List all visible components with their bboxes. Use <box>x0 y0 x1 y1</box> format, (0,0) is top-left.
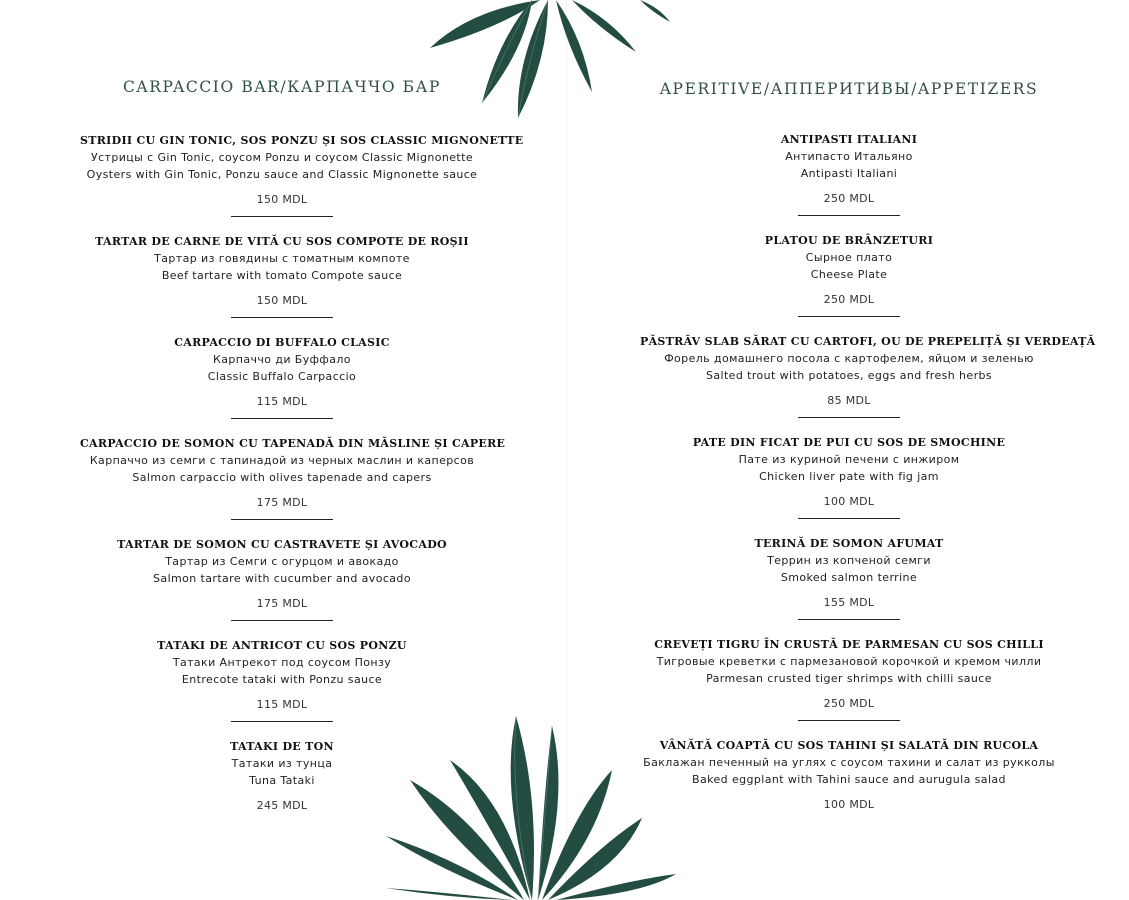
item-description-en: Salted trout with potatoes, eggs and fresh herbs <box>705 369 993 382</box>
item-description-en: Beef tartare with tomato Compote sauce <box>161 269 403 282</box>
menu-item <box>80 638 484 722</box>
item-name: TATAKI DE ANTRICOT CU SOS PONZU <box>157 639 407 652</box>
item-divider <box>231 317 333 318</box>
item-description-en: Chicken liver pate with fig jam <box>759 470 939 483</box>
item-name: TARTAR DE CARNE DE VITĂ CU SOS COMPOTE DE ROȘII <box>95 235 469 248</box>
item-price: 115 MDL <box>256 395 308 408</box>
item-price: 155 MDL <box>823 596 875 609</box>
item-name: PLATOU DE BRÂNZETURI <box>764 234 934 247</box>
item-description-en: Oysters with Gin Tonic, Ponzu sauce and Classic Mignonette sauce <box>86 168 478 181</box>
menu-item <box>640 637 1058 721</box>
item-divider <box>798 619 900 620</box>
item-price: 250 MDL <box>823 293 875 306</box>
item-price: 100 MDL <box>823 495 875 508</box>
menu-item <box>80 436 506 520</box>
page-divider <box>566 0 567 900</box>
menu-item <box>640 132 1058 216</box>
item-name: PATE DIN FICAT DE PUI CU SOS DE SMOCHINE <box>692 436 1006 449</box>
item-name: TERINĂ DE SOMON AFUMAT <box>754 537 944 550</box>
menu-item <box>640 435 1058 519</box>
menu-item <box>80 234 484 318</box>
item-description-ru: Антипасто Итальяно <box>785 150 913 163</box>
item-price: 175 MDL <box>256 597 308 610</box>
item-price: 85 MDL <box>827 394 871 407</box>
item-description-ru: Баклажан печенный на углях с соусом тахини и салат из рукколы <box>643 756 1055 769</box>
item-price: 250 MDL <box>823 192 875 205</box>
item-price: 250 MDL <box>823 697 875 710</box>
item-description-ru: Татаки из тунца <box>231 757 333 770</box>
item-description-ru: Сырное плато <box>805 251 893 264</box>
item-price: 150 MDL <box>256 294 308 307</box>
menu-item <box>640 536 1058 620</box>
item-description-en: Cheese Plate <box>810 268 888 281</box>
item-description-en: Baked eggplant with Tahini sauce and aurugula salad <box>692 773 1006 786</box>
item-description-ru: Тигровые креветки с пармезановой корочкой и кремом чилли <box>656 655 1042 668</box>
item-description-ru: Террин из копченой семги <box>767 554 931 567</box>
item-description-en: Salmon carpaccio with olives tapenade and capers <box>132 471 432 484</box>
item-description-ru: Устрицы с Gin Tonic, соусом Ponzu и соусом Classic Mignonette <box>90 151 474 164</box>
item-name: TARTAR DE SOMON CU CASTRAVETE ȘI AVOCADO <box>117 538 447 551</box>
section-title: APERITIVE/АППЕРИТИВЫ/APPETIZERS <box>659 80 1039 98</box>
item-description-en: Parmesan crusted tiger shrimps with chilli sauce <box>706 672 992 685</box>
item-name: CARPACCIO DI BUFFALO CLASIC <box>174 336 390 349</box>
item-description-en: Antipasti Italiani <box>800 167 898 180</box>
section-title: CARPACCIO BAR/КАРПАЧЧО БАР <box>122 78 442 96</box>
item-description-ru: Татаки Антрекот под соусом Понзу <box>172 656 392 669</box>
item-divider <box>231 519 333 520</box>
item-price: 150 MDL <box>256 193 308 206</box>
menu-item <box>640 334 1096 418</box>
menu-item <box>80 133 524 217</box>
item-divider <box>798 215 900 216</box>
menu-item <box>640 233 1058 317</box>
item-name: ANTIPASTI ITALIANI <box>780 133 918 146</box>
menu-item <box>80 739 484 814</box>
item-name: STRIDII CU GIN TONIC, SOS PONZU ȘI SOS CLASSIC MIGNONETTE <box>80 134 524 147</box>
item-price: 175 MDL <box>256 496 308 509</box>
item-description-en: Smoked salmon terrine <box>780 571 918 584</box>
item-description-ru: Карпаччо ди Буффало <box>213 353 351 366</box>
item-description-ru: Пате из куриной печени с инжиром <box>738 453 960 466</box>
item-divider <box>231 216 333 217</box>
item-description-en: Entrecote tataki with Ponzu sauce <box>181 673 383 686</box>
item-description-en: Salmon tartare with cucumber and avocado <box>153 572 411 585</box>
item-divider <box>231 620 333 621</box>
item-description-ru: Форель домашнего посола с картофелем, яйцом и зеленью <box>664 352 1034 365</box>
item-name: CREVEȚI TIGRU ÎN CRUSTĂ DE PARMESAN CU SOS CHILLI <box>654 638 1044 651</box>
item-divider <box>798 316 900 317</box>
menu-item <box>80 335 484 419</box>
item-description-ru: Тартар из Семги с огурцом и авокадо <box>165 555 399 568</box>
item-name: VÂNĂTĂ COAPTĂ CU SOS TAHINI ȘI SALATĂ DIN RUCOLA <box>659 739 1039 752</box>
item-divider <box>231 418 333 419</box>
item-name: TATAKI DE TON <box>230 740 334 753</box>
item-price: 100 MDL <box>823 798 875 811</box>
item-description-en: Classic Buffalo Carpaccio <box>207 370 357 383</box>
item-name: PĂSTRĂV SLAB SĂRAT CU CARTOFI, OU DE PREPELIȚĂ ȘI VERDEAȚĂ <box>640 335 1096 348</box>
item-name: CARPACCIO DE SOMON CU TAPENADĂ DIN MĂSLINE ȘI CAPERE <box>80 437 506 450</box>
item-price: 245 MDL <box>256 799 308 812</box>
item-divider <box>798 720 900 721</box>
item-description-ru: Тартар из говядины с томатным компоте <box>154 252 410 265</box>
menu-item <box>80 537 484 621</box>
item-divider <box>798 518 900 519</box>
menu-item <box>640 738 1058 813</box>
item-price: 115 MDL <box>256 698 308 711</box>
item-description-en: Tuna Tataki <box>249 774 315 787</box>
item-description-ru: Карпаччо из семги с тапинадой из черных маслин и каперсов <box>89 454 475 467</box>
item-divider <box>231 721 333 722</box>
item-divider <box>798 417 900 418</box>
